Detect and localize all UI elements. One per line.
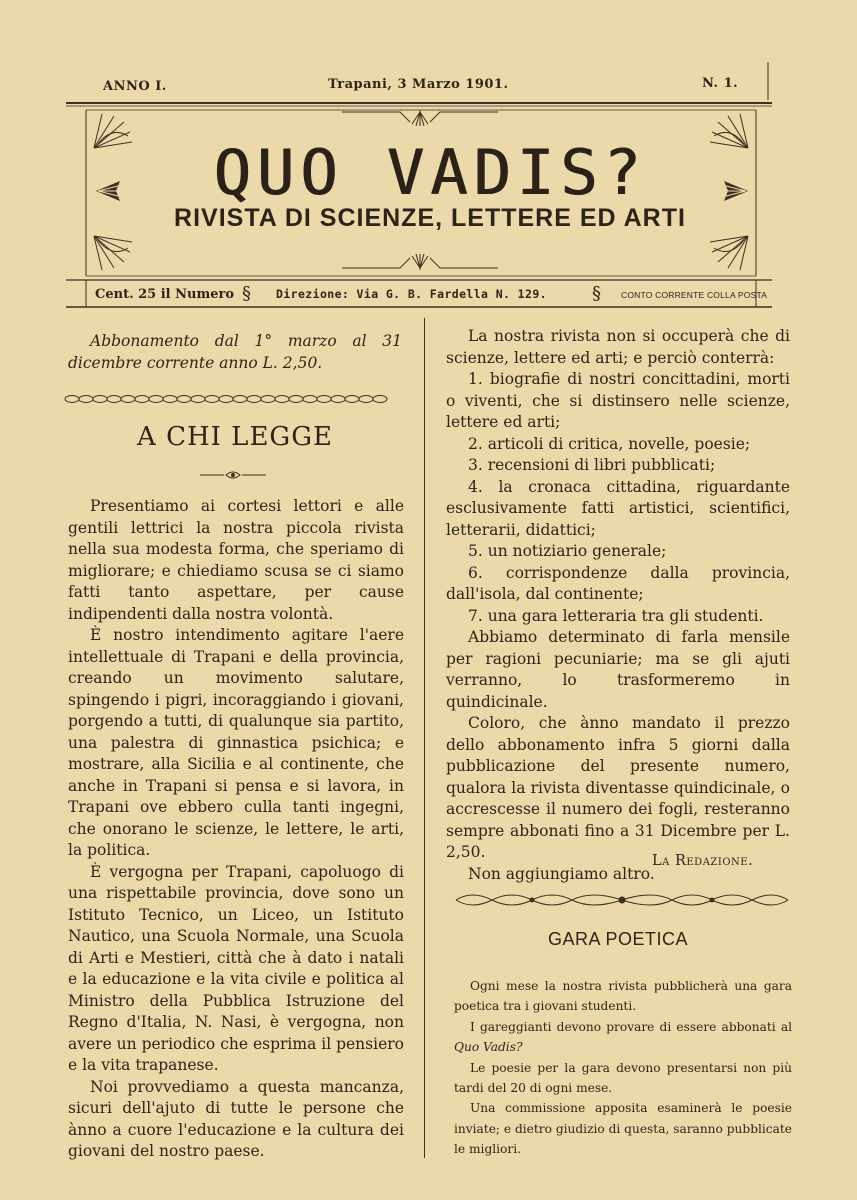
- program-item: 6. corrispondenze dalla provincia, dall'isola, dal continente;: [446, 563, 790, 603]
- gara-heading: GARA POETICA: [547, 929, 689, 949]
- masthead-title: QUO VADIS?: [213, 136, 647, 209]
- article-paragraph: Presentiamo ai cortesi lettori e alle gentili lettrici la nostra piccola rivista nella sua modesta forma, che speriamo di migliorare; e chiediamo scusa se ci siamo fatti tanto aspettare, per cause indipendenti dalla nostra volontà.: [68, 497, 404, 623]
- scroll-ornament-icon: §: [242, 283, 251, 304]
- article-body: [68, 496, 404, 1163]
- issue-number: N. 1.: [702, 76, 739, 91]
- article-paragraph: Noi provvediamo a questa mancanza, sicuri dell'ajuto di tutte le persone che ànno a cuore l'educazione e la cultura dei giovani del nostro paese.: [68, 1077, 404, 1160]
- column-divider: [424, 318, 425, 1158]
- program-item: 2. articoli di critica, novelle, poesie;: [468, 434, 751, 453]
- journal-name: Quo Vadis?: [454, 1040, 523, 1055]
- issue-date: Trapani, 3 Marzo 1901.: [328, 77, 509, 92]
- program-item: 7. una gara letteraria tra gli studenti.: [468, 606, 764, 625]
- masthead-subtitle: RIVISTA DI SCIENZE, LETTERE ED ARTI: [174, 204, 686, 232]
- top-center-ornament-icon: [340, 108, 500, 130]
- article-paragraph: È vergogna per Trapani, capoluogo di una rispettabile provincia, dove sono un Istituto Tecnico, un Liceo, un Istituto Nautico, una Scuola Normale, una Scuola di Arti e Mestieri, città che à dato i natali e la educazione e la vita civile e politica al Ministro della Pubblica Istruzione del Regno d'Italia, N. Nasi, è vergogna, non avere un periodico che esprima il pensiero e la vita trapanese.: [68, 862, 404, 1074]
- program-section: [446, 326, 790, 885]
- program-paragraph: Abbiamo determinato di farla mensile per ragioni pecuniarie; ma se gli ajuti verranno, lo trasformeremo in quindicinale.: [446, 628, 790, 711]
- bottom-center-ornament-icon: [340, 250, 500, 272]
- program-intro: La nostra rivista non si occuperà che di scienze, lettere ed arti; e perciò conterrà:: [446, 327, 790, 367]
- postal-account-note: CONTO CORRENTE COLLA POSTA: [621, 290, 768, 300]
- subscription-notice: Abbonamento dal 1° marzo al 31 dicembre corrente anno L. 2,50.: [68, 332, 402, 372]
- program-item: 4. la cronaca cittadina, riguardante esclusivamente fatti artistici, scientifici, letterarii, didattici;: [446, 477, 790, 539]
- issue-year: ANNO I.: [103, 79, 167, 94]
- gara-section: [454, 976, 792, 1160]
- gara-paragraph: [454, 1017, 792, 1058]
- program-item: 5. un notiziario generale;: [468, 542, 667, 560]
- corner-ornament-icon: [708, 234, 750, 272]
- gara-paragraph: Ogni mese la nostra rivista pubblicherà una gara poetica tra i giovani studenti.: [454, 979, 792, 1014]
- article-paragraph: È nostro intendimento agitare l'aere intellettuale di Trapani e della provincia, creando un movimento salutare, spingendo i pigri, incoraggiando i giovani, porgendo a tutti, di qualunque sia partito, una palestra di ginnastica psichica; e mostrare, alla Sicilia e al continente, che anche in Trapani si pensa e si lavora, in Trapani ove ebbero culla tanti ingegni, che onorano le scienze, le lettere, le arti, la politica.: [68, 626, 404, 859]
- direzione-address: Direzione: Via G. B. Fardella N. 129.: [276, 287, 547, 301]
- article-heading: A CHI LEGGE: [137, 422, 333, 452]
- signature: La Redazione.: [652, 853, 754, 869]
- program-paragraph: Coloro, che ànno mandato il prezzo dello abbonamento infra 5 giorni dalla pubblicazione del presente numero, qualora la rivista diventasse quindicinale, o accrescesse il numero dei fogli, resteranno sempre abbonati fino a 31 Dicembre per L. 2,50.: [446, 714, 790, 861]
- program-paragraph: Non aggiungiamo altro.: [468, 864, 655, 883]
- corner-ornament-icon: [92, 234, 134, 272]
- chain-divider: [64, 393, 390, 405]
- gara-paragraph: Una commissione apposita esaminerà le poesie inviate; e dietro giudizio di questa, saranno pubblicate le migliori.: [454, 1101, 792, 1157]
- heading-flourish-icon: [198, 469, 268, 481]
- program-item: 3. recensioni di libri pubblicati;: [468, 456, 716, 474]
- ornamental-divider-icon: [452, 888, 792, 912]
- price-label: Cent. 25 il Numero: [95, 287, 235, 302]
- gara-paragraph: Le poesie per la gara devono presentarsi non più tardi del 20 di ogni mese.: [454, 1060, 792, 1096]
- scroll-ornament-icon: §: [592, 283, 601, 304]
- program-item: 1. biografie di nostri concittadini, morti o viventi, che si distinsero nelle scienze, lettere ed arti;: [446, 370, 790, 431]
- gara-paragraph-text: I gareggianti devono provare di essere abbonati al: [470, 1019, 792, 1034]
